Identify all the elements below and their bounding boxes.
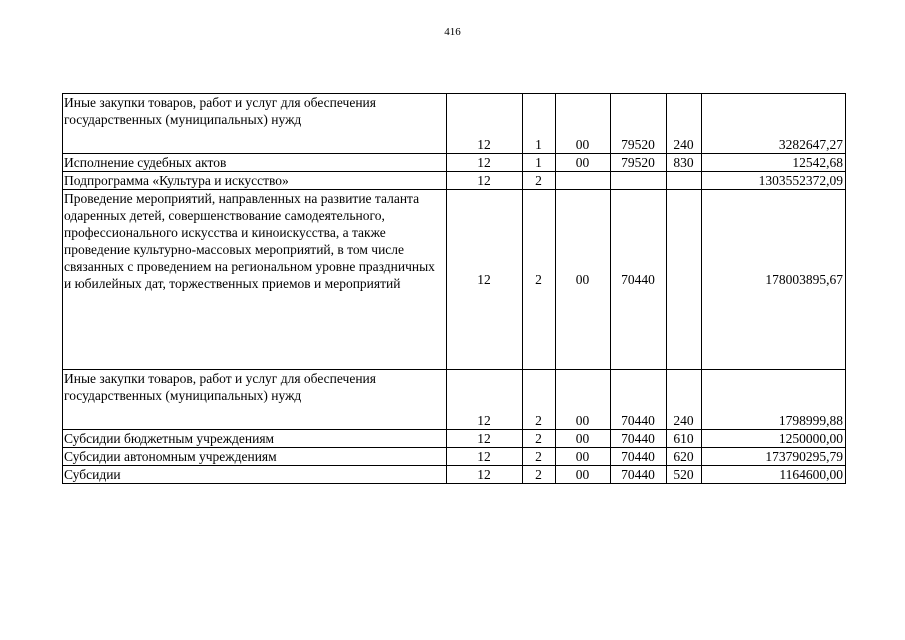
- row-program-code: 00: [556, 370, 611, 430]
- row-program-code: 00: [556, 430, 611, 448]
- row-item-code: 79520: [611, 154, 667, 172]
- row-subsection-code: 2: [523, 448, 556, 466]
- table-row: [63, 172, 846, 190]
- table-row: [63, 448, 846, 466]
- row-program-code: 00: [556, 448, 611, 466]
- row-amount: 178003895,67: [702, 190, 846, 370]
- row-expense-type-code: 610: [667, 430, 702, 448]
- row-subsection-code: 1: [523, 154, 556, 172]
- table-row: [63, 430, 846, 448]
- row-subsection-code: 2: [523, 370, 556, 430]
- row-amount: 12542,68: [702, 154, 846, 172]
- row-subsection-code: 1: [523, 94, 556, 154]
- row-name: Субсидии автономным учреждениям: [63, 448, 447, 466]
- row-item-code: 79520: [611, 94, 667, 154]
- row-section-code: 12: [447, 370, 523, 430]
- row-program-code: 00: [556, 466, 611, 484]
- page-number: 416: [444, 26, 461, 38]
- row-name: Субсидии: [63, 466, 447, 484]
- row-name: Субсидии бюджетным учреждениям: [63, 430, 447, 448]
- row-amount: 1798999,88: [702, 370, 846, 430]
- row-subsection-code: 2: [523, 430, 556, 448]
- row-amount: 1164600,00: [702, 466, 846, 484]
- row-program-code: 00: [556, 94, 611, 154]
- row-expense-type-code: [667, 172, 702, 190]
- budget-table: [62, 93, 846, 484]
- row-item-code: [611, 172, 667, 190]
- table-row: [63, 370, 846, 430]
- row-program-code: [556, 172, 611, 190]
- row-expense-type-code: 240: [667, 94, 702, 154]
- row-item-code: 70440: [611, 370, 667, 430]
- row-amount: 173790295,79: [702, 448, 846, 466]
- row-name: Подпрограмма «Культура и искусство»: [63, 172, 447, 190]
- row-item-code: 70440: [611, 448, 667, 466]
- row-name: Иные закупки товаров, работ и услуг для обеспечения государственных (муниципальных) нужд: [63, 370, 447, 430]
- row-section-code: 12: [447, 172, 523, 190]
- table-row: [63, 190, 846, 370]
- row-expense-type-code: 620: [667, 448, 702, 466]
- row-name: Проведение мероприятий, направленных на развитие таланта одаренных детей, совершенствование самодеятельного, профессионального искусства и киноискусства, а также проведение культурно-массовых мероприятий, в том числе связанных с проведением на региональном уровне праздничных и юбилейных дат, торжественных приемов и мероприятий: [63, 190, 447, 370]
- row-program-code: 00: [556, 154, 611, 172]
- row-amount: 3282647,27: [702, 94, 846, 154]
- table-row: [63, 94, 846, 154]
- row-name: Исполнение судебных актов: [63, 154, 447, 172]
- row-item-code: 70440: [611, 430, 667, 448]
- row-section-code: 12: [447, 466, 523, 484]
- row-section-code: 12: [447, 430, 523, 448]
- table-row: [63, 154, 846, 172]
- row-section-code: 12: [447, 154, 523, 172]
- row-amount: 1303552372,09: [702, 172, 846, 190]
- row-amount: 1250000,00: [702, 430, 846, 448]
- row-section-code: 12: [447, 190, 523, 370]
- row-subsection-code: 2: [523, 190, 556, 370]
- row-section-code: 12: [447, 448, 523, 466]
- row-item-code: 70440: [611, 190, 667, 370]
- row-expense-type-code: 520: [667, 466, 702, 484]
- row-expense-type-code: 830: [667, 154, 702, 172]
- row-program-code: 00: [556, 190, 611, 370]
- row-expense-type-code: [667, 190, 702, 370]
- row-item-code: 70440: [611, 466, 667, 484]
- table-row: [63, 466, 846, 484]
- row-section-code: 12: [447, 94, 523, 154]
- row-expense-type-code: 240: [667, 370, 702, 430]
- row-subsection-code: 2: [523, 466, 556, 484]
- row-subsection-code: 2: [523, 172, 556, 190]
- row-name: Иные закупки товаров, работ и услуг для обеспечения государственных (муниципальных) нужд: [63, 94, 447, 154]
